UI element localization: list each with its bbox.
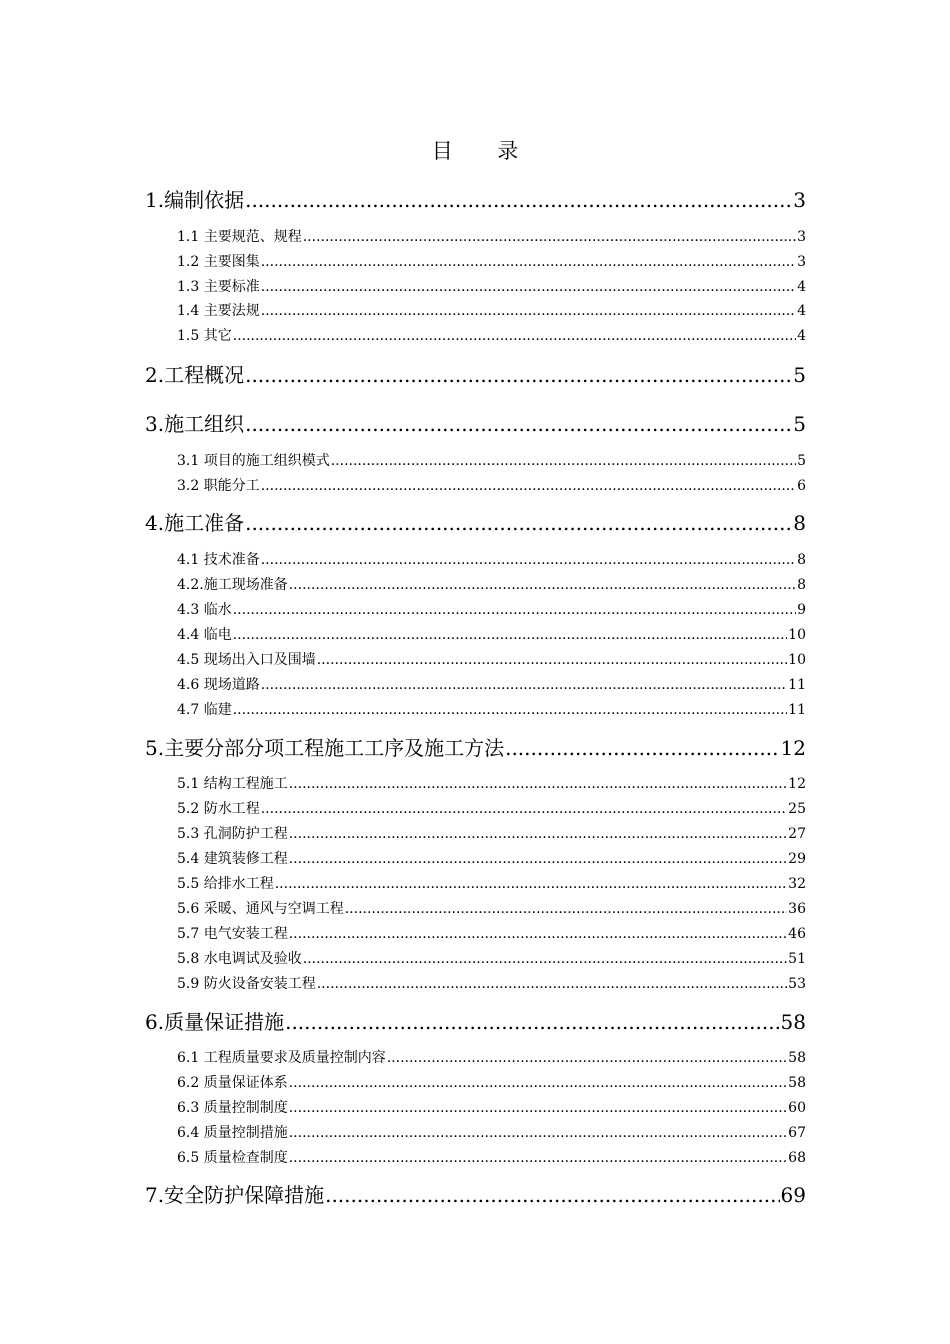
- toc-page-number: 67: [788, 1125, 806, 1141]
- toc-chapter-entry[interactable]: [145, 734, 806, 762]
- toc-page-number: 60: [788, 1100, 806, 1116]
- toc-section-entry[interactable]: [177, 949, 806, 969]
- toc-section-entry[interactable]: [177, 1098, 806, 1118]
- toc-page-number: 4: [797, 328, 806, 344]
- toc-page-number: 6: [797, 478, 806, 494]
- toc-page-number: 58: [780, 1010, 806, 1034]
- toc-entry-label: 5.7 电气安装工程: [177, 926, 288, 942]
- toc-entry-label: 4.4 临电: [177, 627, 232, 643]
- toc-dot-leader: [505, 734, 779, 762]
- toc-page-number: 68: [788, 1150, 806, 1166]
- toc-entry-label: 4.5 现场出入口及围墙: [177, 652, 316, 668]
- toc-page-number: 10: [788, 627, 806, 643]
- toc-page-number: 5: [793, 412, 806, 436]
- toc-dot-leader: [245, 361, 792, 389]
- toc-entry-label: 1.2 主要图集: [177, 254, 260, 270]
- toc-page-number: 29: [788, 851, 806, 867]
- toc-entry-label: 1.5 其它: [177, 328, 232, 344]
- toc-page-number: 58: [788, 1050, 806, 1066]
- toc-dot-leader: [289, 774, 787, 794]
- toc-dot-leader: [387, 1048, 787, 1068]
- toc-chapter-entry[interactable]: [145, 509, 806, 537]
- toc-dot-leader: [261, 252, 796, 272]
- toc-section-entry[interactable]: [177, 252, 806, 272]
- toc-page-number: 58: [788, 1075, 806, 1091]
- toc-dot-leader: [289, 1098, 787, 1118]
- toc-dot-leader: [245, 186, 792, 214]
- toc-entry-label: 6.1 工程质量要求及质量控制内容: [177, 1050, 386, 1066]
- toc-entry-label: 5.主要分部分项工程施工工序及施工方法: [145, 736, 505, 760]
- toc-dot-leader: [233, 625, 787, 645]
- toc-section-entry[interactable]: [177, 476, 806, 496]
- toc-entry-label: 3.2 职能分工: [177, 478, 260, 494]
- toc-entry-label: 5.9 防火设备安装工程: [177, 976, 316, 992]
- toc-page-number: 51: [788, 951, 806, 967]
- toc-entry-label: 6.2 质量保证体系: [177, 1075, 288, 1091]
- toc-entry-label: 5.8 水电调试及验收: [177, 951, 302, 967]
- toc-chapter-entry[interactable]: [145, 1008, 806, 1036]
- toc-dot-leader: [233, 600, 796, 620]
- toc-page-number: 10: [788, 652, 806, 668]
- toc-entry-label: 1.4 主要法规: [177, 303, 260, 319]
- toc-chapter-entry[interactable]: [145, 1181, 806, 1209]
- toc-section-entry[interactable]: [177, 1148, 806, 1168]
- toc-entry-label: 4.1 技术准备: [177, 552, 260, 568]
- toc-section-entry[interactable]: [177, 799, 806, 819]
- toc-page-number: 9: [797, 602, 806, 618]
- toc-page-number: 3: [797, 229, 806, 245]
- toc-dot-leader: [331, 451, 796, 471]
- toc-entry-label: 1.编制依据: [145, 188, 245, 212]
- toc-section-entry[interactable]: [177, 675, 806, 695]
- toc-entry-label: 3.1 项目的施工组织模式: [177, 453, 330, 469]
- toc-dot-leader: [317, 974, 787, 994]
- toc-entry-label: 5.4 建筑装修工程: [177, 851, 288, 867]
- toc-entry-label: 7.安全防护保障措施: [145, 1183, 325, 1207]
- toc-dot-leader: [325, 1181, 779, 1209]
- toc-page-number: 3: [797, 254, 806, 270]
- toc-section-entry[interactable]: [177, 874, 806, 894]
- toc-section-entry[interactable]: [177, 824, 806, 844]
- toc-section-entry[interactable]: [177, 774, 806, 794]
- toc-entry-label: 1.1 主要规范、规程: [177, 229, 302, 245]
- toc-entry-label: 4.施工准备: [145, 511, 245, 535]
- toc-dot-leader: [261, 799, 787, 819]
- toc-page-number: 25: [788, 801, 806, 817]
- toc-page-number: 32: [788, 876, 806, 892]
- toc-dot-leader: [345, 899, 787, 919]
- toc-entry-label: 3.施工组织: [145, 412, 245, 436]
- toc-section-entry[interactable]: [177, 301, 806, 321]
- toc-page-number: 11: [788, 677, 806, 693]
- toc-page-number: 4: [797, 303, 806, 319]
- toc-dot-leader: [245, 509, 792, 537]
- toc-section-entry[interactable]: [177, 1123, 806, 1143]
- toc-entry-label: 5.3 孔洞防护工程: [177, 826, 288, 842]
- toc-page-number: 12: [788, 776, 806, 792]
- toc-entry-label: 2.工程概况: [145, 363, 245, 387]
- toc-section-entry[interactable]: [177, 227, 806, 247]
- toc-section-entry[interactable]: [177, 600, 806, 620]
- toc-dot-leader: [261, 301, 796, 321]
- toc-page-number: 27: [788, 826, 806, 842]
- toc-section-entry[interactable]: [177, 1073, 806, 1093]
- toc-dot-leader: [289, 849, 787, 869]
- toc-page-number: 12: [780, 736, 806, 760]
- toc-dot-leader: [289, 1148, 787, 1168]
- toc-section-entry[interactable]: [177, 924, 806, 944]
- toc-section-entry[interactable]: [177, 277, 806, 297]
- toc-entry-label: 5.5 给排水工程: [177, 876, 274, 892]
- toc-entry-label: 5.6 采暖、通风与空调工程: [177, 901, 344, 917]
- toc-section-entry[interactable]: [177, 849, 806, 869]
- toc-page-number: 36: [788, 901, 806, 917]
- toc-chapter-entry[interactable]: [145, 186, 806, 214]
- toc-page-number: 8: [793, 511, 806, 535]
- toc-dot-leader: [303, 227, 796, 247]
- toc-chapter-entry[interactable]: [145, 410, 806, 438]
- toc-entry-label: 4.6 现场道路: [177, 677, 260, 693]
- toc-entry-label: 4.3 临水: [177, 602, 232, 618]
- toc-entry-label: 5.1 结构工程施工: [177, 776, 288, 792]
- toc-dot-leader: [233, 326, 796, 346]
- toc-dot-leader: [245, 410, 792, 438]
- toc-section-entry[interactable]: [177, 650, 806, 670]
- toc-entry-label: 4.2.施工现场准备: [177, 577, 288, 593]
- toc-dot-leader: [261, 550, 796, 570]
- toc-dot-leader: [233, 700, 787, 720]
- toc-entry-label: 6.4 质量控制措施: [177, 1125, 288, 1141]
- toc-section-entry[interactable]: [177, 1048, 806, 1068]
- toc-entry-label: 6.3 质量控制制度: [177, 1100, 288, 1116]
- toc-entry-label: 1.3 主要标准: [177, 279, 260, 295]
- toc-page-number: 46: [788, 926, 806, 942]
- toc-dot-leader: [285, 1008, 779, 1036]
- toc-dot-leader: [261, 277, 796, 297]
- toc-dot-leader: [289, 824, 787, 844]
- toc-page-number: 11: [788, 702, 806, 718]
- toc-entry-label: 4.7 临建: [177, 702, 232, 718]
- toc-page-number: 8: [797, 577, 806, 593]
- toc-dot-leader: [275, 874, 787, 894]
- toc-dot-leader: [289, 1123, 787, 1143]
- toc-title: 目 录: [431, 139, 538, 163]
- toc-dot-leader: [289, 924, 787, 944]
- toc-dot-leader: [289, 575, 796, 595]
- toc-page-number: 8: [797, 552, 806, 568]
- toc-section-entry[interactable]: [177, 451, 806, 471]
- toc-page-number: 69: [780, 1183, 806, 1207]
- toc-dot-leader: [261, 675, 787, 695]
- toc-dot-leader: [289, 1073, 787, 1093]
- toc-page-number: 53: [788, 976, 806, 992]
- toc-entry-label: 6.5 质量检查制度: [177, 1150, 288, 1166]
- toc-section-entry[interactable]: [177, 550, 806, 570]
- toc-chapter-entry[interactable]: [145, 361, 806, 389]
- toc-page-number: 5: [793, 363, 806, 387]
- toc-section-entry[interactable]: [177, 974, 806, 994]
- toc-dot-leader: [261, 476, 796, 496]
- toc-section-entry[interactable]: [177, 625, 806, 645]
- toc-page-number: 4: [797, 279, 806, 295]
- toc-section-entry[interactable]: [177, 575, 806, 595]
- toc-dot-leader: [317, 650, 787, 670]
- toc-entry-label: 5.2 防水工程: [177, 801, 260, 817]
- toc-section-entry[interactable]: [177, 899, 806, 919]
- toc-section-entry[interactable]: [177, 700, 806, 720]
- toc-page-number: 3: [793, 188, 806, 212]
- toc-page-number: 5: [797, 453, 806, 469]
- toc-entry-label: 6.质量保证措施: [145, 1010, 285, 1034]
- toc-dot-leader: [303, 949, 787, 969]
- toc-section-entry[interactable]: [177, 326, 806, 346]
